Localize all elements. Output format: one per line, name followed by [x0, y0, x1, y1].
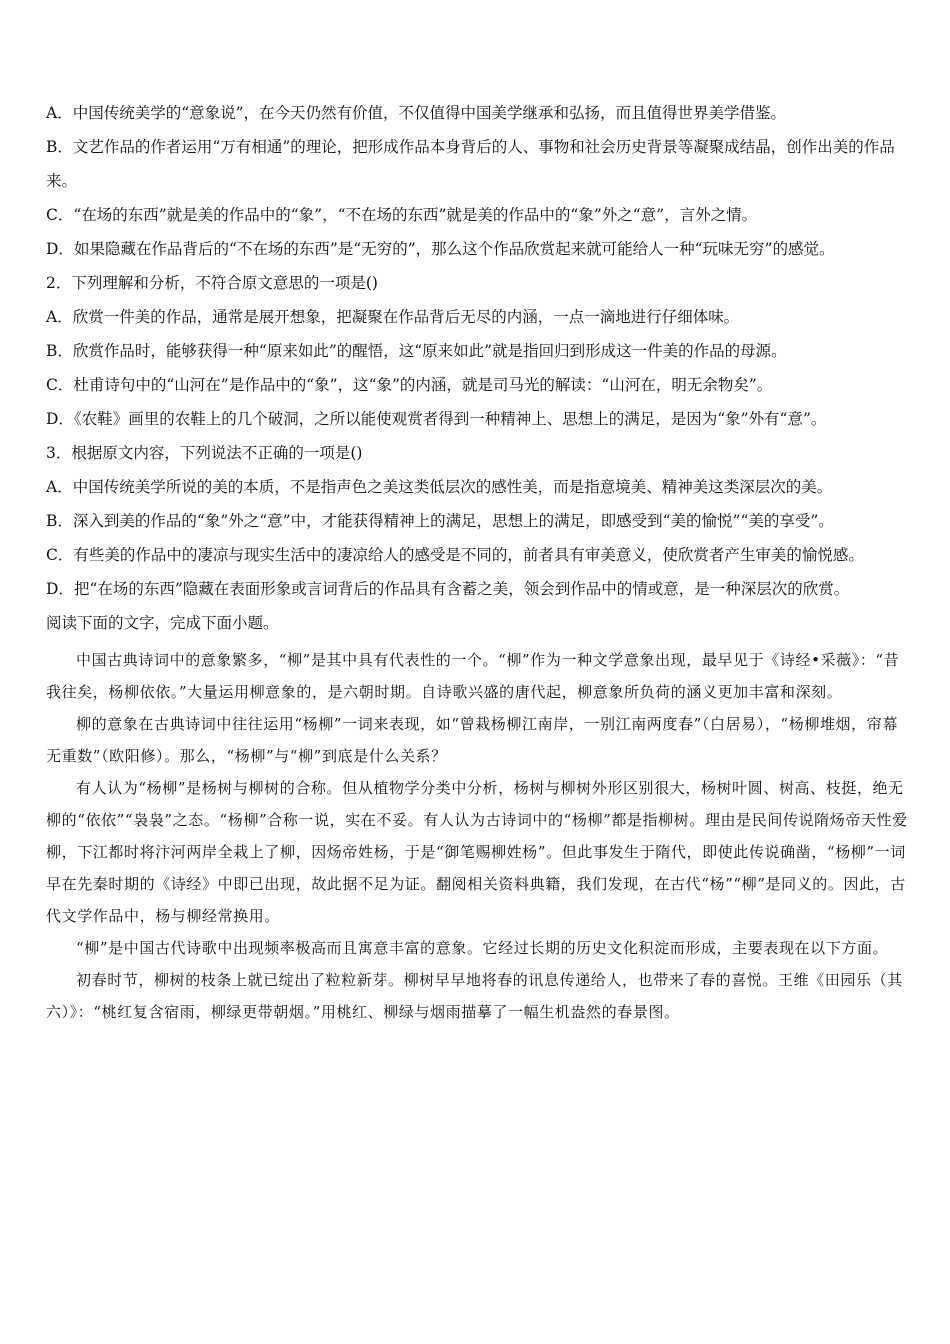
question-3	[46, 436, 908, 606]
reading-instruction: 阅读下面的文字，完成下面小题。	[46, 614, 279, 632]
passage-paragraph: “柳”是中国古代诗歌中出现频率极高而且寓意丰富的意象。它经过长期的历史文化积淀而形成，主要表现在以下方面。	[76, 939, 889, 957]
q2-option-b[interactable]: B．欣赏作品时，能够获得一种“原来如此”的醒悟，这“原来如此”就是指回归到形成这一件美的作品的母源。	[46, 342, 787, 360]
q3-option-a[interactable]: A．中国传统美学所说的美的本质，不是指声色之美这类低层次的感性美，而是指意境美、精神美这类深层次的美。	[46, 478, 833, 496]
q2-option-a[interactable]: A．欣赏一件美的作品，通常是展开想象，把凝聚在作品背后无尽的内涵，一点一滴地进行仔细体味。	[46, 308, 740, 326]
question-2	[46, 266, 908, 436]
reading-passage	[46, 644, 908, 1028]
q2-option-d[interactable]: D．《农鞋》画里的农鞋上的几个破洞，之所以能使观赏者得到一种精神上、思想上的满足，是因为“象”外有“意”。	[46, 410, 827, 428]
question-2-stem: 2．下列理解和分析，不符合原文意思的一项是()	[46, 274, 378, 292]
question-3-stem: 3．根据原文内容，下列说法不正确的一项是()	[46, 444, 363, 462]
q1-option-b[interactable]: B．文艺作品的作者运用“万有相通”的理论，把形成作品本身背后的人、事物和社会历史背景等凝聚成结晶，创作出美的作品来。	[46, 138, 895, 190]
passage-paragraph: 柳的意象在古典诗词中往往运用“杨柳”一词来表现，如“曾栽杨柳江南岸，一别江南两度春”（白居易），“杨柳堆烟，帘幕无重数”（欧阳修）。那么，“杨柳”与“柳”到底是什么关系？	[46, 715, 898, 765]
document-page	[46, 96, 908, 1028]
passage-paragraph: 有人认为“杨柳”是杨树与柳树的合称。但从植物学分类中分析，杨树与柳树外形区别很大，杨树叶圆、树高、枝挺，绝无柳的“依依”“袅袅”之态。“杨柳”合称一说，实在不妥。有人认为古诗词中的“杨柳”都是指柳树。理由是民间传说隋炀帝天性爱柳，下江都时将汴河两岸全栽上了柳，因炀帝姓杨，于是“御笔赐柳姓杨”。但此事发生于隋代，即使此传说确凿，“杨柳”一词早在先秦时期的《诗经》中即已出现，故此据不足为证。翻阅相关资料典籍，我们发现，在古代“杨”“柳”是同义的。因此，古代文学作品中，杨与柳经常换用。	[46, 779, 908, 925]
q3-option-c[interactable]: C．有些美的作品中的凄凉与现实生活中的凄凉给人的感受是不同的，前者具有审美意义，使欣赏者产生审美的愉悦感。	[46, 546, 864, 564]
passage-paragraph: 初春时节，柳树的枝条上就已绽出了粒粒新芽。柳树早早地将春的讯息传递给人，也带来了春的喜悦。王维《田园乐（其六）》：“桃红复含宿雨，柳绿更带朝烟。”用桃红、柳绿与烟雨描摹了一幅生机盎然的春景图。	[46, 971, 903, 1021]
q2-option-c[interactable]: C．杜甫诗句中的“山河在”是作品中的“象”，这“象”的内涵，就是司马光的解读：“山河在，明无余物矣”。	[46, 376, 773, 394]
q3-option-b[interactable]: B．深入到美的作品的“象”外之“意”中，才能获得精神上的满足，思想上的满足，即感受到“美的愉悦”“美的享受”。	[46, 512, 834, 530]
q1-option-c[interactable]: C．“在场的东西”就是美的作品中的“象”，“不在场的东西”就是美的作品中的“象”外之“意”，言外之情。	[46, 206, 758, 224]
q1-option-d[interactable]: D．如果隐藏在作品背后的“不在场的东西”是“无穷的”，那么这个作品欣赏起来就可能给人一种“玩味无穷”的感觉。	[46, 240, 835, 258]
passage-paragraph: 中国古典诗词中的意象繁多，“柳”是其中具有代表性的一个。“柳”作为一种文学意象出现，最早见于《诗经•采薇》：“昔我往矣，杨柳依依。”大量运用柳意象的，是六朝时期。自诗歌兴盛的唐代起，柳意象所负荷的涵义更加丰富和深刻。	[46, 651, 900, 701]
q1-option-a[interactable]: A．中国传统美学的“意象说”，在今天仍然有价值，不仅值得中国美学继承和弘扬，而且值得世界美学借鉴。	[46, 104, 787, 122]
q3-option-d[interactable]: D．把“在场的东西”隐藏在表面形象或言词背后的作品具有含蓄之美，领会到作品中的情或意，是一种深层次的欣赏。	[46, 580, 850, 598]
q1-options	[46, 96, 908, 266]
